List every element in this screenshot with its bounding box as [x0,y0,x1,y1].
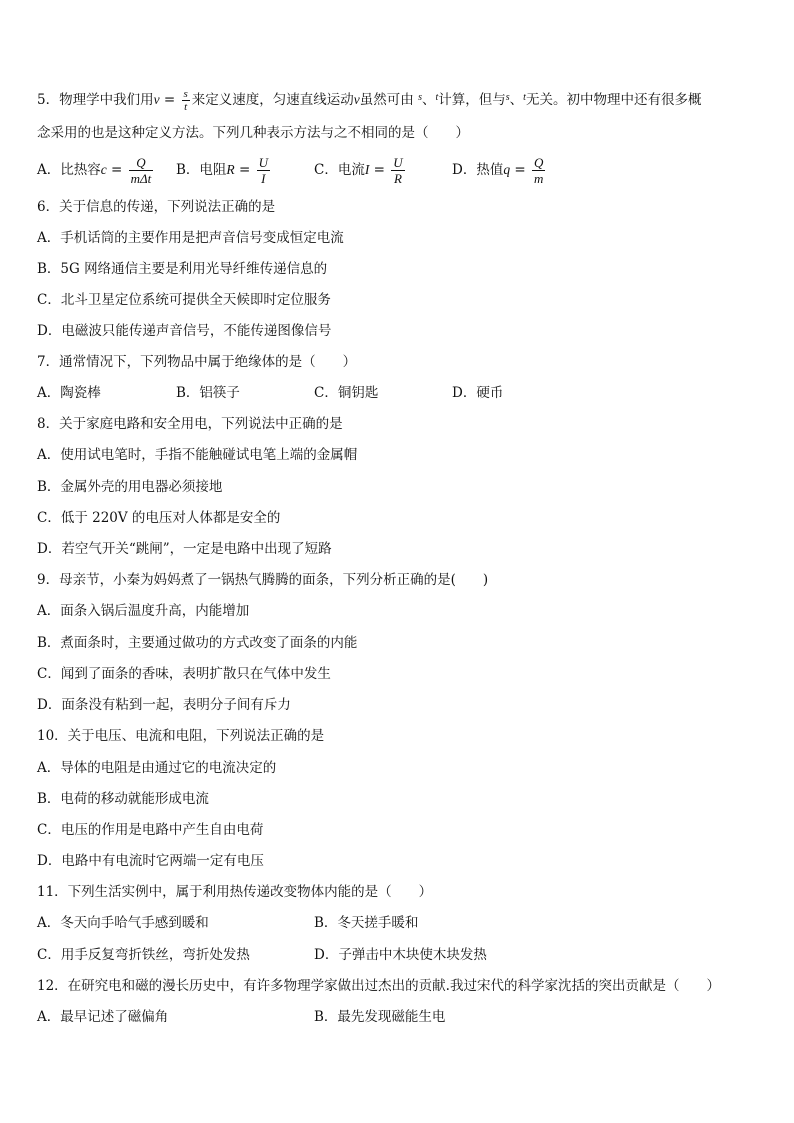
question-7-option-c: C．铜钥匙 [314,385,379,401]
question-8-option-c: C．低于 220V 的电压对人体都是安全的 [37,510,281,526]
formula-lhs: c [100,162,107,177]
question-text: 物理学中我们用 [59,92,154,108]
fraction-s-over-t [182,88,190,113]
question-9-option-c: C．闻到了面条的香味，表明扩散只在气体中发生 [37,666,331,682]
question-8-option-d: D．若空气开关“跳闸”，一定是电路中出现了短路 [37,541,332,557]
equals-sign: = [234,162,255,178]
question-12-option-a: A．最早记述了磁偏角 [37,1009,169,1025]
question-11-option-d: D．子弹击中木块使木块发热 [314,947,487,963]
formula-lhs: R [226,162,235,177]
question-5-option-b [176,155,272,186]
question-11-stem: 11．下列生活实例中，属于利用热传递改变物体内能的是（ ） [37,884,433,900]
time-symbol: t [523,92,526,103]
question-5-line-2: 念采用的也是这种定义方法。下列几种表示方法与之不相同的是（ ） [37,125,469,141]
equals-sign: = [369,162,390,178]
fraction-numerator: Q [533,155,544,170]
question-5-option-c [314,155,407,186]
question-8-option-b: B．金属外壳的用电器必须接地 [37,479,223,495]
formula-lhs: I [364,162,370,177]
question-number: 5． [37,92,60,108]
question-10-option-a: A．导体的电阻是由通过它的电流决定的 [37,760,277,776]
question-text: 虽然可由 [359,92,414,108]
question-10-option-b: B．电荷的移动就能形成电流 [37,791,209,807]
question-9-option-b: B．煮面条时，主要通过做功的方式改变了面条的内能 [37,635,358,651]
question-10-stem: 10．关于电压、电流和电阻，下列说法正确的是 [37,728,325,744]
formula-fraction [532,155,545,186]
question-7-stem: 7．通常情况下，下列物品中属于绝缘体的是（ ） [37,354,357,370]
question-5-option-a [37,155,155,186]
formula-fraction [129,155,154,186]
fraction-denominator: R [393,171,402,186]
question-6-stem: 6．关于信息的传递，下列说法正确的是 [37,199,276,215]
distance-symbol: s [418,92,422,103]
question-10-option-c: C．电压的作用是电路中产生自由电荷 [37,822,264,838]
equals-sign: = [159,92,180,108]
equals-sign: = [510,162,530,178]
question-6-option-a: A．手机话筒的主要作用是把声音信号变成恒定电流 [37,230,344,246]
formula-fraction [391,155,404,186]
fraction-denominator: I [261,171,266,186]
question-11-option-c: C．用手反复弯折铁丝，弯折处发热 [37,947,250,963]
velocity-symbol: v [153,92,160,107]
question-8-stem: 8．关于家庭电路和安全用电，下列说法中正确的是 [37,416,343,432]
question-9-option-a: A．面条入锅后温度升高，内能增加 [37,603,250,619]
question-10-option-d: D．电路中有电流时它两端一定有电压 [37,853,264,869]
question-7-option-b: B．铝筷子 [176,385,240,401]
distance-symbol: s [505,92,510,103]
fraction-numerator: U [258,155,268,170]
question-text: 来定义速度，匀速直线运动 [191,92,354,108]
option-label: A．比热容 [37,162,101,178]
equals-sign: = [106,162,127,178]
question-7-option-a: A．陶瓷棒 [37,385,101,401]
question-5-line-1 [37,88,701,113]
fraction-numerator: Q [129,155,154,171]
fraction-denominator: m [533,171,544,186]
formula-fraction [257,155,270,186]
question-6-option-c: C．北斗卫星定位系统可提供全天候即时定位服务 [37,292,331,308]
formula-lhs: q [503,162,511,177]
question-9-option-d: D．面条没有粘到一起，表明分子间有斥力 [37,697,291,713]
question-text: 计算，但与 [438,92,506,108]
fraction-numerator: s [183,88,188,100]
question-9-stem: 9．母亲节，小秦为妈妈煮了一锅热气腾腾的面条，下列分析正确的是( ) [37,572,489,588]
fraction-denominator: mΔt [130,171,152,186]
option-label: C．电流 [314,162,365,178]
option-label: B．电阻 [176,162,227,178]
separator: 、 [509,92,524,108]
question-11-option-a: A．冬天向手哈气手感到暖和 [37,915,209,931]
question-6-option-d: D．电磁波只能传递声音信号，不能传递图像信号 [37,323,332,339]
question-text: 无关。初中物理中还有很多概 [525,92,702,108]
question-7-option-d: D．硬币 [452,385,504,401]
option-label: D．热值 [452,162,504,178]
question-8-option-a: A．使用试电笔时，手指不能触碰试电笔上端的金属帽 [37,447,358,463]
question-12-option-b: B．最先发现磁能生电 [314,1009,446,1025]
question-12-stem: 12．在研究电和磁的漫长历史中，有许多物理学家做出过杰出的贡献.我过宋代的科学家沈括的突出贡献是（ ） [37,978,720,994]
time-symbol: t [435,92,439,103]
question-6-option-b: B．5G 网络通信主要是利用光导纤维传递信息的 [37,261,328,277]
question-5-option-d [452,155,547,186]
question-11-option-b: B．冬天搓手暖和 [314,915,419,931]
velocity-symbol: v [353,92,360,107]
fraction-numerator: U [393,155,403,170]
separator: 、 [421,92,436,108]
fraction-denominator: t [184,101,188,113]
